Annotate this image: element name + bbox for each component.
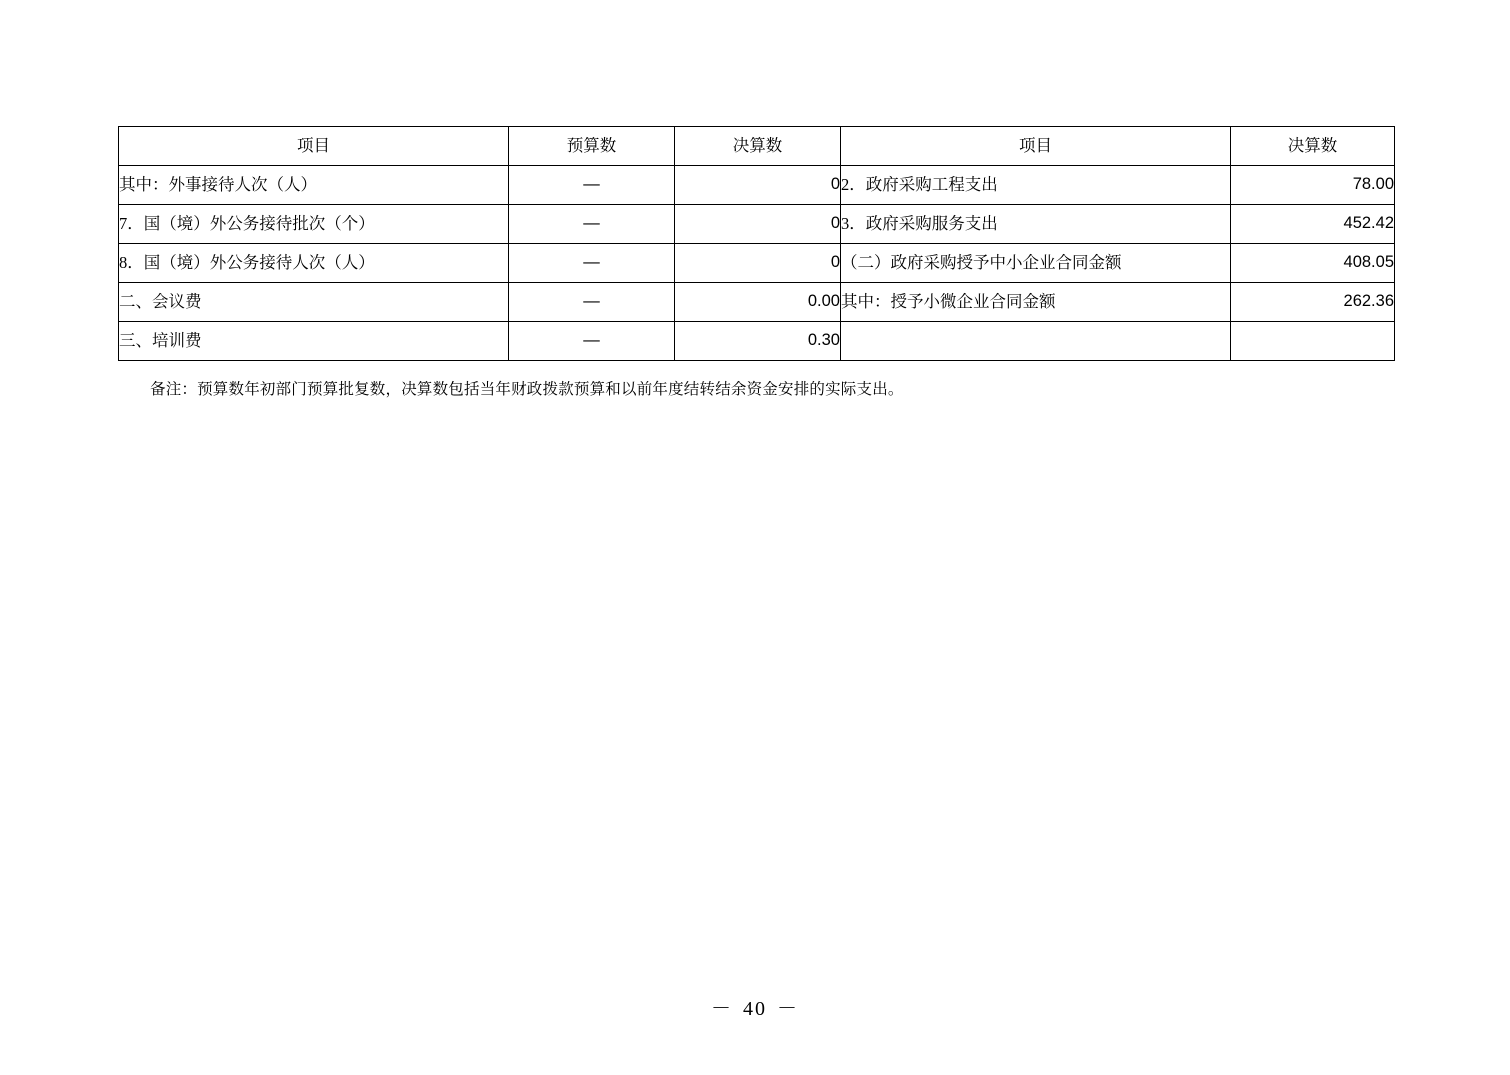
column-header-item-right: 项目 (841, 127, 1231, 166)
row-left-item: 其中：外事接待人次（人） (119, 166, 509, 205)
row-right-item: （二）政府采购授予中小企业合同金额 (841, 244, 1231, 283)
row-left-item: 8．国（境）外公务接待人次（人） (119, 244, 509, 283)
page-dash-right: － (777, 998, 799, 1020)
row-budget-value: — (509, 205, 675, 244)
financial-table-container (118, 126, 1394, 361)
row-right-final-value: 452.42 (1231, 205, 1395, 244)
page-number: 40 (743, 998, 767, 1020)
row-right-item (841, 322, 1231, 361)
column-header-item-left: 项目 (119, 127, 509, 166)
row-budget-value: — (509, 166, 675, 205)
row-final-value: 0.00 (675, 283, 841, 322)
row-right-final-value: 262.36 (1231, 283, 1395, 322)
page-number-footer (0, 992, 1510, 1021)
row-left-item: 7．国（境）外公务接待批次（个） (119, 205, 509, 244)
table-footnote: 备注：预算数年初部门预算批复数，决算数包括当年财政拨款预算和以前年度结转结余资金安排的实际支出。 (150, 381, 904, 398)
row-budget-value: — (509, 244, 675, 283)
table-row (119, 283, 1395, 322)
row-right-item: 3．政府采购服务支出 (841, 205, 1231, 244)
row-right-final-value: 78.00 (1231, 166, 1395, 205)
row-budget-value: — (509, 283, 675, 322)
row-final-value: 0 (675, 244, 841, 283)
row-budget-value: — (509, 322, 675, 361)
row-right-final-value (1231, 322, 1395, 361)
column-header-budget: 预算数 (509, 127, 675, 166)
row-final-value: 0 (675, 205, 841, 244)
row-left-item: 三、培训费 (119, 322, 509, 361)
table-row (119, 166, 1395, 205)
financial-table (118, 126, 1395, 361)
table-row (119, 205, 1395, 244)
table-row (119, 322, 1395, 361)
table-header-row (119, 127, 1395, 166)
row-final-value: 0 (675, 166, 841, 205)
column-header-final: 决算数 (675, 127, 841, 166)
row-right-item: 2．政府采购工程支出 (841, 166, 1231, 205)
row-final-value: 0.30 (675, 322, 841, 361)
page-dash-left: － (711, 998, 733, 1020)
row-left-item: 二、会议费 (119, 283, 509, 322)
column-header-final-right: 决算数 (1231, 127, 1395, 166)
row-right-item: 其中：授予小微企业合同金额 (841, 283, 1231, 322)
row-right-final-value: 408.05 (1231, 244, 1395, 283)
table-row (119, 244, 1395, 283)
